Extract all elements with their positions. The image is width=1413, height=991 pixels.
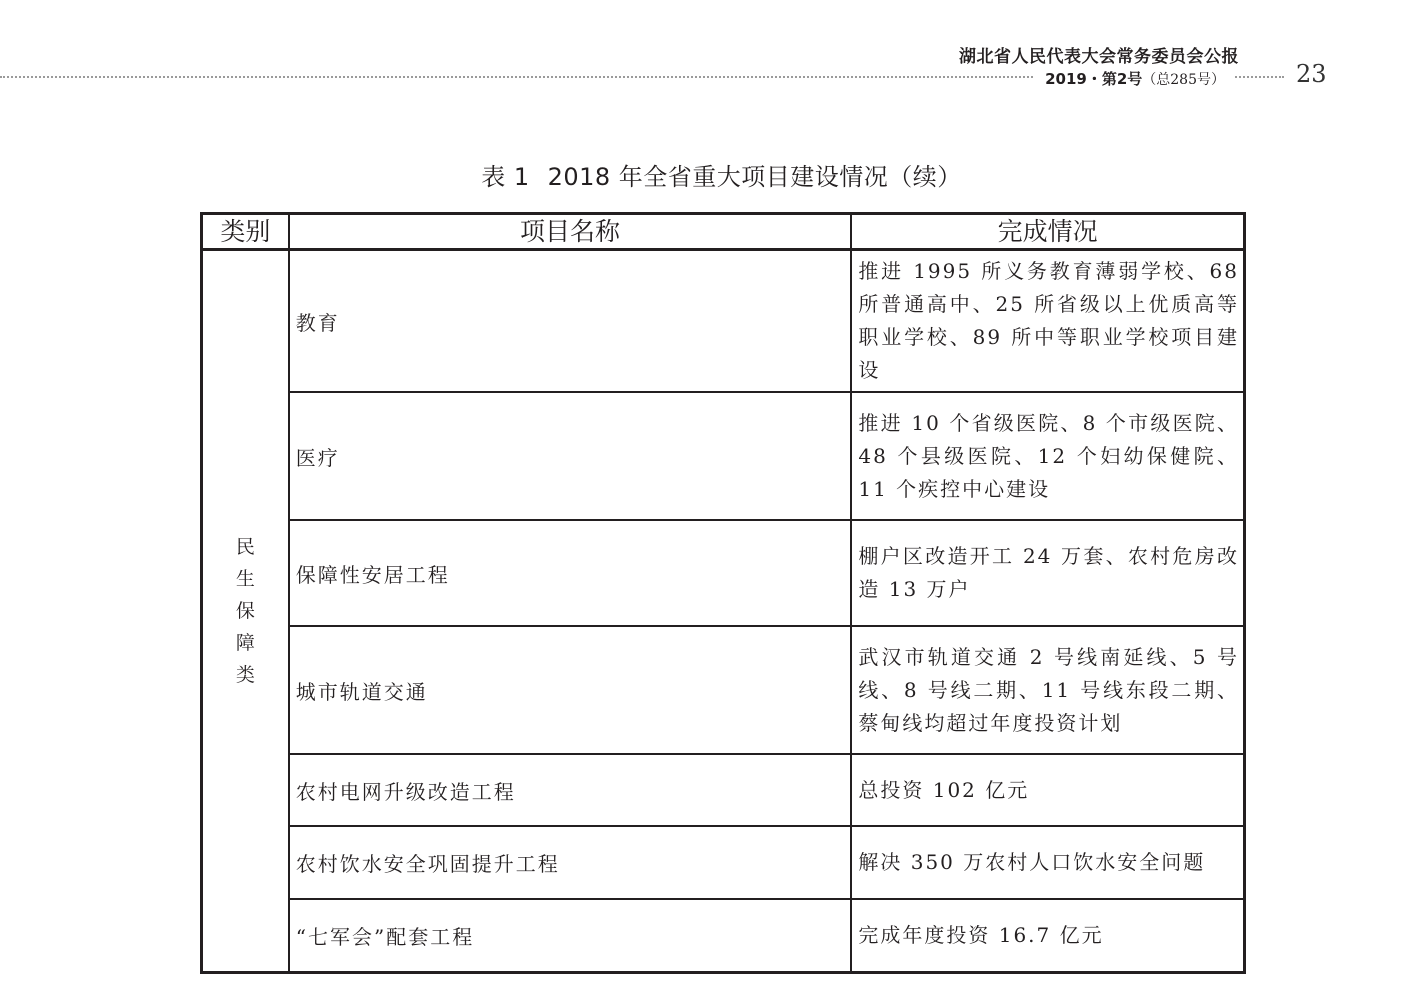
- project-name: 医疗: [289, 392, 852, 520]
- table-header-row: [202, 214, 1245, 250]
- project-status: 解决 350 万农村人口饮水安全问题: [851, 826, 1244, 899]
- category-cell: [202, 250, 289, 973]
- project-status: 完成年度投资 16.7 亿元: [851, 899, 1244, 972]
- project-name: 教育: [289, 250, 852, 393]
- table-title-number: 表 1: [481, 163, 530, 191]
- table-row: [202, 899, 1245, 972]
- project-name: 城市轨道交通: [289, 626, 852, 754]
- issue-main: 2019・第2号: [1045, 70, 1143, 88]
- project-name: 保障性安居工程: [289, 520, 852, 626]
- projects-table: [200, 212, 1246, 974]
- project-status: 棚户区改造开工 24 万套、农村危房改造 13 万户: [851, 520, 1244, 626]
- table-row: [202, 250, 1245, 393]
- issue-number: [1035, 68, 1233, 89]
- table-row: [202, 826, 1245, 899]
- page-number: 23: [1296, 60, 1327, 88]
- project-name: “七军会”配套工程: [289, 899, 852, 972]
- header-project: 项目名称: [289, 214, 852, 250]
- project-status: 推进 10 个省级医院、8 个市级医院、48 个县级医院、12 个妇幼保健院、11 个疾控中心建设: [851, 392, 1244, 520]
- project-status: 总投资 102 亿元: [851, 754, 1244, 826]
- table-row: [202, 520, 1245, 626]
- project-status: 推进 1995 所义务教育薄弱学校、68 所普通高中、25 所省级以上优质高等职业学校、89 所中等职业学校项目建设: [851, 250, 1244, 393]
- project-name: 农村饮水安全巩固提升工程: [289, 826, 852, 899]
- project-status: 武汉市轨道交通 2 号线南延线、5 号线、8 号线二期、11 号线东段二期、蔡甸线均超过年度投资计划: [851, 626, 1244, 754]
- table-row: [202, 754, 1245, 826]
- issue-total: （总285号）: [1142, 72, 1225, 88]
- project-name: 农村电网升级改造工程: [289, 754, 852, 826]
- table-row: [202, 626, 1245, 754]
- header-status: 完成情况: [851, 214, 1244, 250]
- table-row: [202, 392, 1245, 520]
- header-category: 类别: [202, 214, 289, 250]
- publication-name: 湖北省人民代表大会常务委员会公报: [949, 42, 1239, 67]
- table-title-text: 2018 年全省重大项目建设情况（续）: [547, 163, 962, 191]
- table-title: [0, 157, 1413, 192]
- category-label: 民生保障类: [235, 535, 255, 686]
